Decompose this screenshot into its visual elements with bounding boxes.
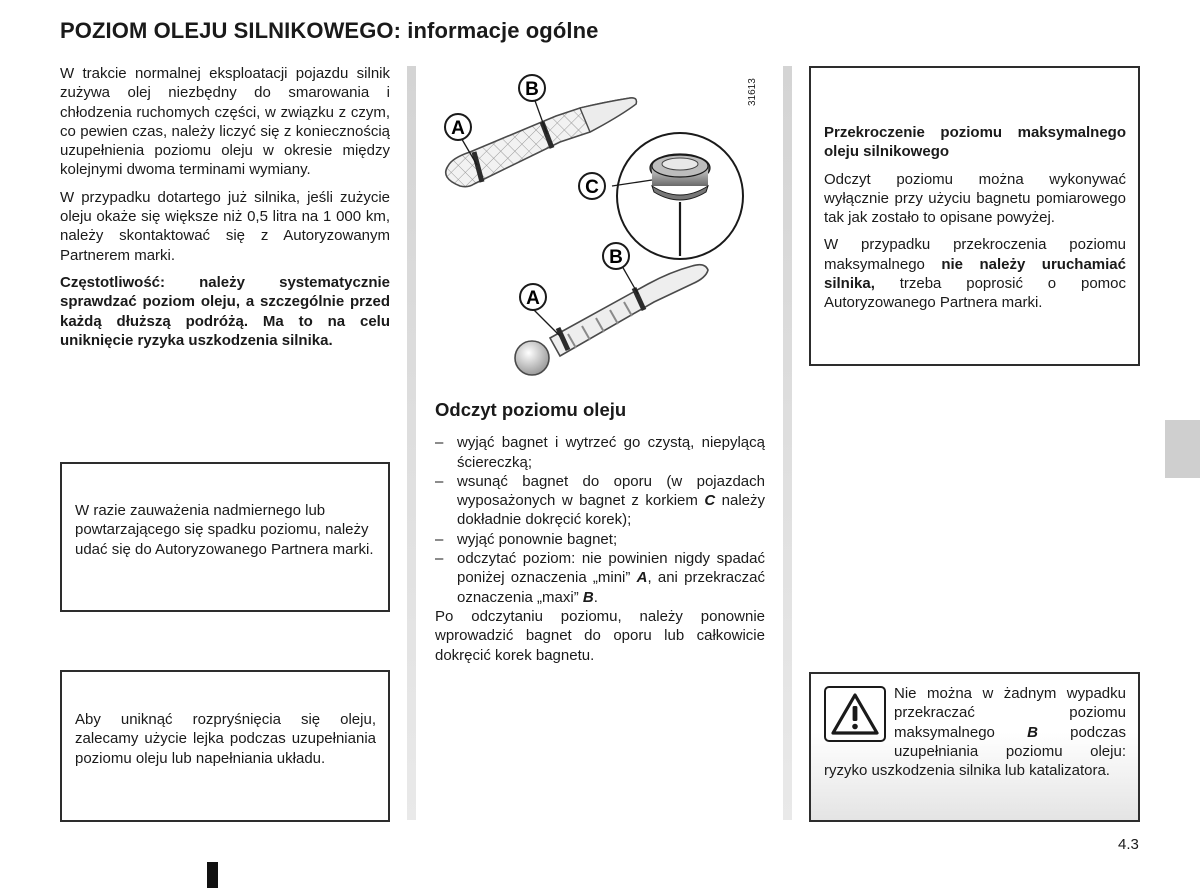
svg-text:B: B xyxy=(525,79,539,100)
label-a-upper xyxy=(445,114,471,140)
figure-code: 31613 xyxy=(747,78,758,106)
warning-text: Nie można w żadnym wypadku przekraczać poziomu maksymalnego B podczas uzupełniania poziomu oleju: ryzyko uszkodzenia silnika lub katalizatora. xyxy=(824,685,1126,780)
label-a-lower xyxy=(520,284,546,310)
reading-step-3: – wyjąć ponownie bagnet; xyxy=(435,530,765,549)
reading-after-text: Po odczytaniu poziomu, należy ponownie wprowadzić bagnet do oporu lub całkowicie dokręcić korek bagnetu. xyxy=(435,607,765,664)
reading-heading: Odczyt poziomu oleju xyxy=(435,399,627,420)
funnel-note-box xyxy=(60,670,390,822)
warning-triangle-icon xyxy=(824,686,886,742)
overconsumption-note-box xyxy=(60,462,390,612)
intro-paragraph-1: W trakcie normalnej eksploatacji pojazdu silnik zużywa olej niezbędny do smarowania i chłodzenia ruchomych części, w związku z czym, co pewien czas, należy liczyć się z koniecznością uzupełnienia poziomu oleju w okresie między kolejnymi dwoma terminami wymiany. xyxy=(60,65,390,179)
print-mark xyxy=(207,862,218,888)
overconsumption-note-text: W razie zauważenia nadmiernego lub powtarzającego się spadku poziomu, należy udać się do Autoryzowanego Partnera marki. xyxy=(75,502,374,558)
cap-detail xyxy=(612,133,743,259)
svg-text:A: A xyxy=(526,288,540,309)
frequency-paragraph: Częstotliwość: należy systematycznie sprawdzać poziom oleju, a szczególnie przed każdą dłuższą podróżą. Ma to na celu uniknięcie ryzyka uszkodzenia silnika. xyxy=(60,273,390,349)
intro-text xyxy=(60,64,390,358)
warning-box xyxy=(809,672,1140,822)
reading-step-1: – wyjąć bagnet i wytrzeć go czystą, niepylącą ściereczką; xyxy=(435,433,765,472)
upper-dipstick xyxy=(446,98,637,187)
chapter-tab xyxy=(1165,420,1200,478)
reading-step-2: – wsunąć bagnet do oporu (w pojazdach wyposażonych w bagnet z korkiem C należy dokładnie dokręcić korek); xyxy=(435,472,765,530)
max-level-paragraph-1: Odczyt poziomu można wykonywać wyłącznie przy użyciu bagnetu pomiarowego tak jak zostało to opisane powyżej. xyxy=(824,170,1126,227)
dipstick-illustration xyxy=(430,66,770,386)
svg-text:C: C xyxy=(585,177,599,198)
label-c xyxy=(579,173,605,199)
funnel-note-text: Aby uniknąć rozpryśnięcia się oleju, zalecamy użycie lejka podczas uzupełniania poziomu oleju lub napełniania układu. xyxy=(75,711,376,767)
intro-paragraph-2: W przypadku dotartego już silnika, jeśli zużycie oleju okaże się większe niż 0,5 litra na 1 000 km, należy skontaktować się z Autoryzowanym Partnerem marki. xyxy=(60,188,390,264)
svg-text:A: A xyxy=(451,118,465,139)
label-b-lower xyxy=(603,243,629,269)
reading-steps xyxy=(435,433,765,607)
max-level-heading: Przekroczenie poziomu maksymalnego oleju silnikowego xyxy=(824,124,1126,161)
reading-step-4: – odczytać poziom: nie powinien nigdy spadać poniżej oznaczenia „mini” A, ani przekraczać oznaczenia „maxi” B. xyxy=(435,549,765,607)
max-level-paragraph-2: W przypadku przekroczenia poziomu maksymalnego nie należy uruchamiać silnika, trzeba poprosić o pomoc Autoryzowanego Partnera marki. xyxy=(824,236,1126,312)
reading-section xyxy=(435,400,765,665)
column-separator-left xyxy=(407,66,416,820)
page-title: POZIOM OLEJU SILNIKOWEGO: informacje ogólne xyxy=(60,18,599,43)
column-separator-right xyxy=(783,66,792,820)
svg-text:B: B xyxy=(609,247,623,268)
label-b-upper xyxy=(519,75,545,101)
lower-dipstick xyxy=(515,265,708,375)
max-level-box xyxy=(809,66,1140,366)
page-number: 4.3 xyxy=(1118,836,1139,853)
